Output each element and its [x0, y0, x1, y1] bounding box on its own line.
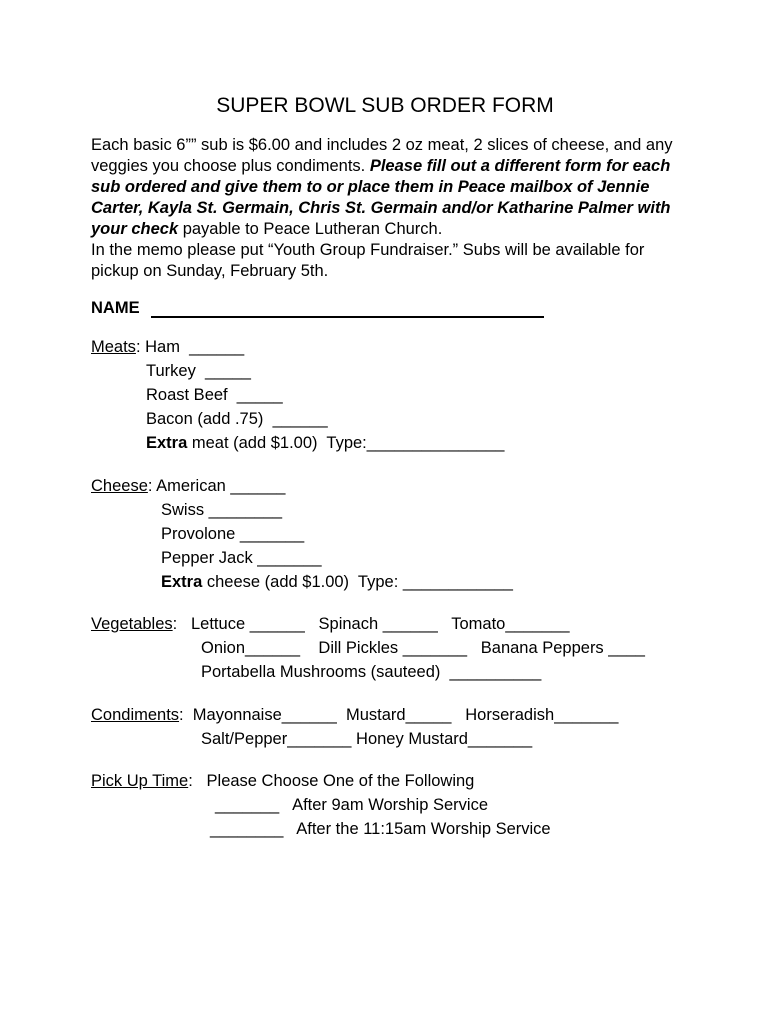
cheese-extra-bold: Extra [161, 573, 203, 591]
intro-paragraph [91, 135, 691, 282]
vegetables-line-2[interactable]: Onion______ Dill Pickles _______ Banana Peppers ____ [201, 639, 645, 657]
cheese-extra-text: cheese (add $1.00) Type: ____________ [202, 573, 513, 591]
vegetables-line-1[interactable]: : Lettuce ______ Spinach ______ Tomato_______ [172, 615, 570, 633]
cheese-swiss[interactable]: Swiss ________ [161, 501, 283, 519]
meat-ham[interactable]: : Ham ______ [135, 338, 245, 356]
intro-instructions: Please fill out a different form for each sub ordered and give them to or place them in Peace mailbox of Jennie Carter, Kayla St. Germain, Chris St. Germain and/or Katharine Palmer with your check [91, 157, 671, 238]
cheese-label: Cheese [91, 477, 148, 495]
meat-turkey[interactable]: Turkey _____ [146, 362, 251, 380]
meat-roast-beef[interactable]: Roast Beef _____ [146, 386, 283, 404]
condiments-line-2[interactable]: Salt/Pepper_______ Honey Mustard_______ [201, 730, 533, 748]
vegetables-row-1 [91, 614, 570, 634]
pickup-row [91, 771, 474, 791]
cheese-provolone[interactable]: Provolone _______ [161, 525, 305, 543]
vegetables-line-3[interactable]: Portabella Mushrooms (sauteed) __________ [201, 663, 542, 681]
condiments-line-1[interactable]: : Mayonnaise______ Mustard_____ Horseradish_______ [179, 706, 619, 724]
meats-row-ham [91, 337, 244, 357]
cheese-american[interactable]: : American ______ [147, 477, 286, 495]
condiments-label: Condiments [91, 706, 180, 724]
pickup-label: Pick Up Time [91, 772, 189, 790]
intro-memo: In the memo please put “Youth Group Fundraiser.” Subs will be available for pickup on Sunday, February 5th. [91, 241, 645, 280]
pickup-instruction: : Please Choose One of the Following [188, 772, 475, 790]
meat-extra-bold: Extra [146, 434, 188, 452]
name-label: NAME [91, 299, 140, 317]
pickup-option-1115am[interactable]: ________ After the 11:15am Worship Service [210, 820, 551, 838]
pickup-option-9am[interactable]: _______ After 9am Worship Service [215, 796, 489, 814]
cheese-extra[interactable] [161, 572, 513, 592]
meat-extra[interactable] [146, 433, 504, 453]
name-field[interactable] [151, 316, 544, 318]
meat-extra-text: meat (add $1.00) Type:_______________ [187, 434, 505, 452]
condiments-row-1 [91, 705, 618, 725]
intro-payable: payable to Peace Lutheran Church. [178, 220, 443, 238]
form-title: SUPER BOWL SUB ORDER FORM [216, 94, 554, 117]
meats-label: Meats [91, 338, 136, 356]
intro-text: Each basic 6”” sub is $6.00 and includes 2 oz meat, 2 slices of cheese, and any veggies you choose plus condiments. [91, 136, 673, 175]
cheese-pepper-jack[interactable]: Pepper Jack _______ [161, 549, 322, 567]
cheese-row-american [91, 476, 285, 496]
vegetables-label: Vegetables [91, 615, 173, 633]
meat-bacon[interactable]: Bacon (add .75) ______ [146, 410, 328, 428]
